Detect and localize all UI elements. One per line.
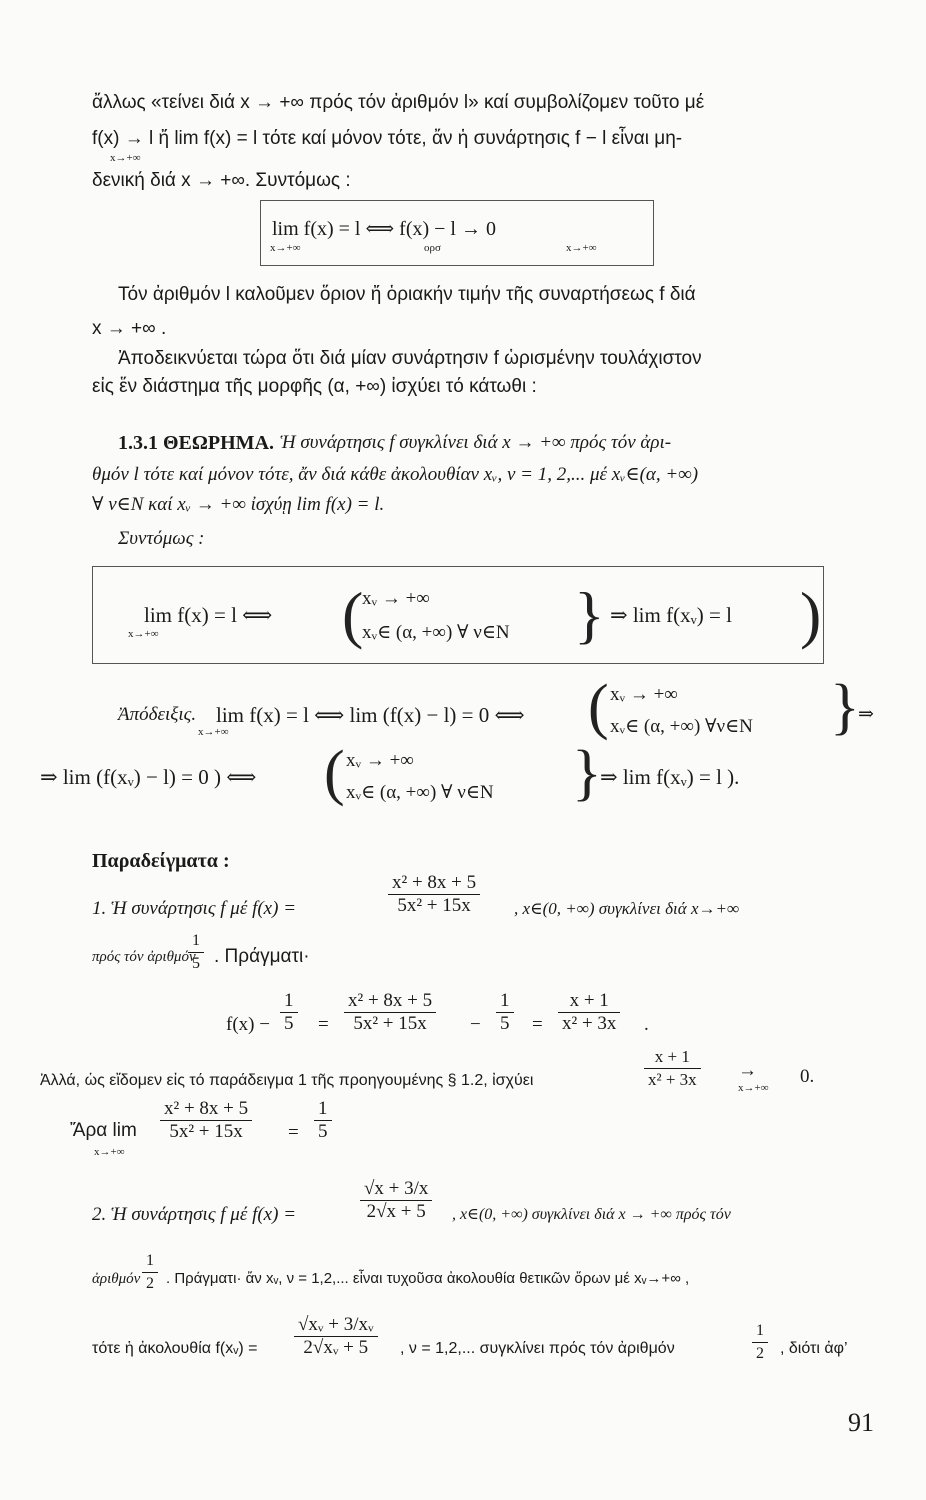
theorem-box-sub: x→+∞ xyxy=(128,628,159,640)
eq1-f2-num: x² + 8x + 5 xyxy=(344,990,436,1013)
text-line-5: x → +∞ . xyxy=(92,318,167,339)
example-2-limit-num: 1 xyxy=(142,1250,158,1273)
theorem-heading: 1.3.1 ΘΕΩΡΗΜΑ. xyxy=(118,432,275,454)
example-1-numerator: x² + 8x + 5 xyxy=(388,872,480,895)
text-line-4: Τόν ἀριθμόν l καλοῦμεν ὅριον ἤ ὁριακήν τιμήν τῆς συναρτήσεως f διά xyxy=(118,284,696,305)
page-number: 91 xyxy=(848,1408,874,1437)
proof-line-1-sub: x→+∞ xyxy=(198,726,229,738)
example-2-since: , διότι ἀφ’ xyxy=(780,1340,848,1357)
theorem-line-2: θμόν l τότε καί μόνον τότε, ἄν διά κάθε ἀκολουθίαν xᵥ, ν = 1, 2,... μέ xᵥ∈(α, +∞) xyxy=(92,464,699,485)
proof-1-cond-2: xᵥ∈ (α, +∞) ∀ν∈N xyxy=(610,716,753,737)
example-1-number-label: πρός τόν ἀριθμόν xyxy=(92,949,196,965)
theorem-box-paren-close: ) xyxy=(800,579,822,650)
alla-fraction xyxy=(644,1046,701,1091)
proof-line-1: lim f(x) = l ⟺ lim (f(x) − l) = 0 ⟺ xyxy=(216,703,525,727)
alla-arrow: → xyxy=(738,1060,757,1081)
eq1-f3-den: 5 xyxy=(500,1013,510,1034)
text-line-7: εἰς ἕν διάστημα τῆς μορφῆς (α, +∞) ἰσχύει τό κάτωθι : xyxy=(92,376,537,397)
definition-box-sub-right: x→+∞ xyxy=(566,242,597,254)
text-line-1: ἄλλως «τείνει διά x → +∞ πρός τόν ἀριθμόν l» καί συμβολίζομεν τοῦτο μέ xyxy=(92,92,705,113)
ara-result-num: 1 xyxy=(314,1098,332,1121)
proof-2-end: ⇒ lim f(xᵥ) = l ). xyxy=(600,765,740,789)
definition-box-sub-left: x→+∞ xyxy=(270,242,301,254)
example-2-limit-fraction xyxy=(142,1250,158,1295)
proof-2-paren: ( xyxy=(324,739,345,807)
ara-frac-den: 5x² + 15x xyxy=(169,1121,243,1142)
alla-line: Ἀλλά, ὡς εἴδομεν εἰς τό παράδειγμα 1 τῆς προηγουμένης § 1.2, ἰσχύει xyxy=(40,1072,534,1089)
example-2-indeed: . Πράγματι· ἄν xᵥ, ν = 1,2,... εἶναι τυχοῦσα ἀκολουθία θετικῶν ὅρων μέ xᵥ→+∞ , xyxy=(166,1270,690,1287)
equation-1-equals-2: = xyxy=(532,1014,543,1035)
definition-box-formula: lim f(x) = l ⟺ f(x) − l → 0 xyxy=(272,218,496,240)
theorem-box-cond-1: xᵥ → +∞ xyxy=(362,588,430,609)
equation-1-equals: = xyxy=(318,1014,329,1035)
equation-1-frac-1 xyxy=(280,990,298,1035)
proof-2-cond-2: xᵥ∈ (α, +∞) ∀ ν∈N xyxy=(346,782,494,803)
ara-result xyxy=(314,1098,332,1143)
examples-heading: Παραδείγματα : xyxy=(92,850,230,872)
text-line-6: Ἀποδεικνύεται τώρα ὅτι διά μίαν συνάρτησιν f ὡρισμένην τουλάχιστον xyxy=(118,348,702,369)
ara-equals: = xyxy=(288,1122,299,1143)
example-2-conv-num: 1 xyxy=(752,1320,768,1343)
text-line-2: f(x) → l ἤ lim f(x) = l τότε καί μόνον τότε, ἄν ἡ συνάρτησις f − l εἶναι μη- xyxy=(92,128,683,149)
example-1-limit-fraction xyxy=(188,930,204,975)
ara-result-den: 5 xyxy=(318,1121,328,1142)
example-2-sequence: τότε ἡ ἀκολουθία f(xᵥ) = xyxy=(92,1340,258,1357)
example-1-limit-num: 1 xyxy=(188,930,204,953)
eq1-f3-num: 1 xyxy=(496,990,514,1013)
ara-fraction xyxy=(160,1098,252,1143)
eq1-f4-den: x² + 3x xyxy=(562,1013,617,1034)
theorem-box-right: ⇒ lim f(xᵥ) = l xyxy=(610,603,732,627)
alla-frac-den: x² + 3x xyxy=(648,1070,697,1089)
example-2-denominator: 2√x + 5 xyxy=(366,1201,426,1222)
eq1-f1-den: 5 xyxy=(284,1013,294,1034)
proof-2-cond-1: xᵥ → +∞ xyxy=(346,750,414,771)
text-line-3: δενική διά x → +∞. Συντόμως : xyxy=(92,170,351,191)
definition-box-sub-mid: ορσ xyxy=(424,242,441,254)
theorem-line-1: Ἡ συνάρτησις f συγκλίνει διά x → +∞ πρός τόν ἀρι- xyxy=(280,432,672,453)
example-1-domain: , x∈(0, +∞) συγκλίνει διά x→+∞ xyxy=(514,899,740,918)
example-2-number-label: ἀριθμόν xyxy=(92,1271,141,1287)
eq1-f4-num: x + 1 xyxy=(558,990,620,1013)
proof-line-2: ⇒ lim (f(xᵥ) − l) = 0 ) ⟺ xyxy=(40,765,257,789)
example-1-denominator: 5x² + 15x xyxy=(397,895,471,916)
equation-1-period: . xyxy=(644,1014,649,1035)
proof-1-end: ⇒ xyxy=(858,704,874,725)
example-1-indeed: . Πράγματι· xyxy=(214,946,310,967)
ara-line: Ἄρα lim xyxy=(70,1120,137,1141)
proof-1-cond-1: xᵥ → +∞ xyxy=(610,684,678,705)
example-2-converges: , ν = 1,2,... συγκλίνει πρός τόν ἀριθμόν xyxy=(400,1340,675,1357)
equation-1-minus: − xyxy=(470,1014,481,1035)
eq1-f1-num: 1 xyxy=(280,990,298,1013)
example-2-seq-fraction xyxy=(294,1314,378,1359)
eq1-f2-den: 5x² + 15x xyxy=(353,1013,427,1034)
example-1-limit-den: 5 xyxy=(192,955,200,972)
example-2-conv-den: 2 xyxy=(756,1345,764,1362)
equation-1-frac-4 xyxy=(558,990,620,1035)
example-2-numerator: √x + 3/x xyxy=(360,1178,432,1201)
equation-1-frac-2 xyxy=(344,990,436,1035)
alla-frac-num: x + 1 xyxy=(644,1046,701,1069)
alla-arrow-sub: x→+∞ xyxy=(738,1082,769,1094)
theorem-box-brace-close: } xyxy=(574,579,605,650)
equation-1-lhs: f(x) − xyxy=(226,1014,270,1035)
theorem-line-3: ∀ ν∈N καί xᵥ → +∞ ἰσχύῃ lim f(x) = l. xyxy=(92,494,385,515)
proof-1-brace: } xyxy=(830,673,860,741)
example-2-intro: 2. Ἡ συνάρτησις f μέ f(x) = xyxy=(92,1204,297,1225)
example-2-seq-den: 2√xᵥ + 5 xyxy=(303,1337,369,1358)
example-1-fraction xyxy=(388,872,480,917)
example-1-intro: 1. Ἡ συνάρτησις f μέ f(x) = xyxy=(92,898,297,919)
theorem-box-cond-2: xᵥ∈ (α, +∞) ∀ ν∈N xyxy=(362,622,510,643)
theorem-box-paren-open: ( xyxy=(342,579,364,650)
example-2-fraction xyxy=(360,1178,432,1223)
proof-1-paren: ( xyxy=(588,673,609,741)
example-2-seq-num: √xᵥ + 3/xᵥ xyxy=(294,1314,378,1337)
text-line-2-subscript: x→+∞ xyxy=(110,152,141,164)
example-2-converge-fraction xyxy=(752,1320,768,1365)
example-2-limit-den: 2 xyxy=(146,1275,154,1292)
equation-1-frac-3 xyxy=(496,990,514,1035)
ara-frac-num: x² + 8x + 5 xyxy=(160,1098,252,1121)
proof-label: Ἀπόδειξις. xyxy=(118,704,197,725)
ara-sub: x→+∞ xyxy=(94,1146,125,1158)
example-2-domain: , x∈(0, +∞) συγκλίνει διά x → +∞ πρός τόν xyxy=(452,1206,731,1223)
alla-end: 0. xyxy=(800,1066,815,1087)
theorem-box-left: lim f(x) = l ⟺ xyxy=(144,603,273,627)
proof-2-brace: } xyxy=(572,739,602,807)
theorem-line-4: Συντόμως : xyxy=(118,528,205,549)
